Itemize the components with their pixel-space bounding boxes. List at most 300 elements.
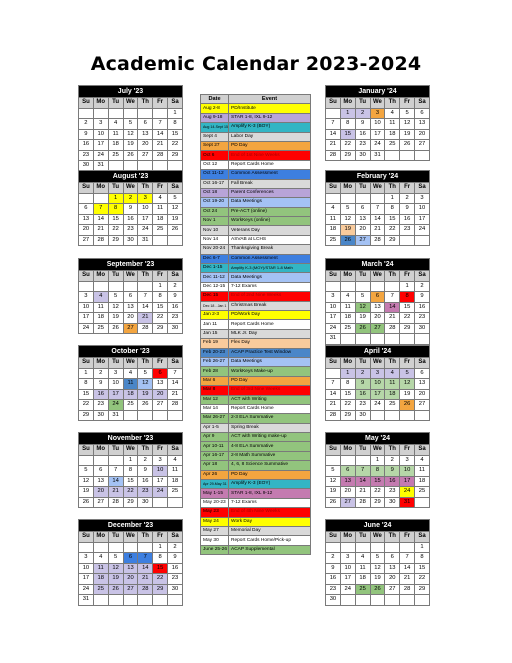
event-row: [201, 517, 311, 526]
event-name: PD/Work Day: [229, 310, 311, 319]
event-row: [201, 198, 311, 207]
day-cell: [400, 595, 415, 606]
day-cell: 2: [79, 119, 94, 130]
day-cell: [168, 410, 183, 421]
day-cell: 21: [153, 140, 168, 151]
event-row: [201, 254, 311, 263]
weekday-header: Tu: [355, 271, 370, 282]
day-cell: 3: [370, 108, 385, 119]
day-cell: 15: [108, 214, 123, 225]
events-table: [200, 94, 311, 555]
day-cell: 9: [168, 292, 183, 303]
day-cell: 26: [108, 584, 123, 595]
day-cell: 7: [355, 466, 370, 477]
day-cell: 11: [355, 563, 370, 574]
day-cell: 28: [326, 410, 341, 421]
day-cell: 1: [385, 193, 400, 204]
day-cell: [355, 281, 370, 292]
day-cell: 8: [400, 292, 415, 303]
weekday-header: Sa: [415, 445, 430, 456]
day-cell: 19: [326, 487, 341, 498]
day-cell: 21: [385, 313, 400, 324]
event-row: [201, 207, 311, 216]
event-row: [201, 310, 311, 319]
event-row: [201, 188, 311, 197]
day-cell: [385, 150, 400, 161]
weekday-header: Mo: [340, 445, 355, 456]
month-title: September '23: [79, 259, 183, 271]
day-cell: 22: [153, 574, 168, 585]
day-cell: 13: [355, 214, 370, 225]
day-cell: 24: [340, 584, 355, 595]
day-cell: 4: [340, 292, 355, 303]
day-cell: 27: [153, 400, 168, 411]
event-row: [201, 282, 311, 291]
month-title: October '23: [79, 346, 183, 358]
day-cell: 30: [79, 161, 94, 172]
day-cell: 16: [385, 476, 400, 487]
day-cell: [138, 595, 153, 606]
weekday-header: Th: [385, 445, 400, 456]
day-cell: [168, 595, 183, 606]
weekday-header: Su: [326, 358, 341, 369]
event-row: [201, 545, 311, 554]
day-cell: 4: [168, 455, 183, 466]
day-cell: 10: [370, 119, 385, 130]
event-name: PD Day: [229, 470, 311, 479]
weekday-header: Mo: [340, 271, 355, 282]
event-name: STAR 1-8, IXL 9-12: [229, 489, 311, 498]
event-date: June 25-26: [201, 545, 229, 554]
day-cell: 9: [168, 553, 183, 564]
day-cell: 18: [326, 225, 341, 236]
day-cell: [326, 281, 341, 292]
event-name: 4, 6, 8 Science Summative: [229, 461, 311, 470]
day-cell: [340, 334, 355, 345]
event-date: Dec 1-15: [201, 264, 229, 273]
day-cell: 22: [370, 487, 385, 498]
day-cell: 8: [340, 119, 355, 130]
weekday-header: We: [370, 98, 385, 109]
day-cell: [79, 455, 94, 466]
day-cell: [153, 410, 168, 421]
day-cell: 23: [123, 225, 138, 236]
day-cell: 1: [415, 542, 430, 553]
event-date: Aug 9-18: [201, 113, 229, 122]
event-date: Apr 18: [201, 461, 229, 470]
day-cell: 14: [400, 563, 415, 574]
day-cell: 24: [93, 150, 108, 161]
event-row: [201, 141, 311, 150]
day-cell: 6: [415, 368, 430, 379]
day-cell: 16: [168, 563, 183, 574]
day-cell: 4: [355, 553, 370, 564]
event-row: [201, 442, 311, 451]
event-date: Oct 16-17: [201, 179, 229, 188]
event-date: Mar 12: [201, 395, 229, 404]
day-cell: 7: [168, 368, 183, 379]
event-date: Oct 11-12: [201, 170, 229, 179]
day-cell: 10: [415, 204, 430, 215]
event-date: May 23: [201, 508, 229, 517]
day-cell: 24: [138, 225, 153, 236]
day-cell: 9: [93, 379, 108, 390]
day-cell: 9: [355, 379, 370, 390]
day-cell: [138, 108, 153, 119]
weekday-header: Sa: [168, 445, 183, 456]
day-cell: 22: [79, 400, 94, 411]
day-cell: 18: [385, 389, 400, 400]
day-cell: 22: [153, 313, 168, 324]
day-cell: 16: [415, 302, 430, 313]
event-name: 2-3 ELA Summative: [229, 414, 311, 423]
day-cell: [138, 542, 153, 553]
day-cell: 16: [326, 574, 341, 585]
day-cell: [415, 497, 430, 508]
day-cell: 19: [355, 313, 370, 324]
event-name: ASVAB at LCHS: [229, 235, 311, 244]
weekday-header: Th: [138, 183, 153, 194]
day-cell: 16: [138, 476, 153, 487]
day-cell: [326, 542, 341, 553]
day-cell: 9: [79, 129, 94, 140]
day-cell: 17: [340, 574, 355, 585]
day-cell: [79, 542, 94, 553]
day-cell: 8: [370, 466, 385, 477]
day-cell: 1: [168, 108, 183, 119]
day-cell: [415, 595, 430, 606]
day-cell: 18: [340, 313, 355, 324]
day-cell: [108, 281, 123, 292]
event-row: [201, 339, 311, 348]
day-cell: 10: [93, 129, 108, 140]
day-cell: 14: [355, 476, 370, 487]
day-cell: 30: [168, 323, 183, 334]
day-cell: 14: [153, 129, 168, 140]
event-name: Report Cards Home/Pick-up: [229, 536, 311, 545]
event-date: Apr 29-May 31: [201, 480, 229, 489]
day-cell: 4: [385, 368, 400, 379]
day-cell: 3: [326, 292, 341, 303]
weekday-header: Su: [79, 445, 94, 456]
day-cell: 21: [400, 574, 415, 585]
day-cell: 16: [168, 302, 183, 313]
event-row: [201, 489, 311, 498]
day-cell: [123, 281, 138, 292]
day-cell: 29: [340, 410, 355, 421]
day-cell: 27: [93, 497, 108, 508]
day-cell: 17: [415, 214, 430, 225]
event-date: Feb 26-27: [201, 357, 229, 366]
day-cell: 31: [400, 497, 415, 508]
event-date: Oct 6: [201, 151, 229, 160]
day-cell: 18: [123, 389, 138, 400]
day-cell: 15: [400, 302, 415, 313]
weekday-header: Fr: [153, 271, 168, 282]
event-date: Apr 10-11: [201, 442, 229, 451]
day-cell: 1: [79, 368, 94, 379]
day-cell: 4: [153, 193, 168, 204]
day-cell: 14: [108, 476, 123, 487]
day-cell: 3: [400, 455, 415, 466]
day-cell: [400, 235, 415, 246]
day-cell: 19: [168, 214, 183, 225]
day-cell: 30: [138, 497, 153, 508]
day-cell: 1: [108, 193, 123, 204]
day-cell: [340, 595, 355, 606]
day-cell: [355, 193, 370, 204]
event-date: Apr 16-17: [201, 451, 229, 460]
event-name: Thanksgiving Break: [229, 245, 311, 254]
weekday-header: Tu: [355, 98, 370, 109]
event-row: [201, 113, 311, 122]
day-cell: [93, 281, 108, 292]
day-cell: 29: [370, 497, 385, 508]
weekday-header: Fr: [153, 445, 168, 456]
day-cell: 13: [340, 476, 355, 487]
month-calendar: [78, 345, 183, 421]
day-cell: 3: [79, 553, 94, 564]
day-cell: 23: [168, 313, 183, 324]
day-cell: 6: [340, 466, 355, 477]
day-cell: [153, 595, 168, 606]
day-cell: 10: [400, 466, 415, 477]
event-date: May 30: [201, 536, 229, 545]
event-name: 7-12 Exams: [229, 498, 311, 507]
day-cell: [370, 410, 385, 421]
day-cell: 20: [138, 140, 153, 151]
weekday-header: Mo: [93, 445, 108, 456]
event-name: Christmas Break: [229, 301, 311, 310]
event-date: Oct 19-20: [201, 198, 229, 207]
day-cell: [326, 193, 341, 204]
weekday-header: Sa: [168, 183, 183, 194]
day-cell: 12: [79, 476, 94, 487]
event-row: [201, 264, 311, 273]
event-name: Report Cards Home: [229, 320, 311, 329]
day-cell: 25: [123, 400, 138, 411]
day-cell: 12: [138, 379, 153, 390]
day-cell: 11: [153, 204, 168, 215]
day-cell: 8: [385, 204, 400, 215]
day-cell: 31: [93, 161, 108, 172]
day-cell: 31: [79, 595, 94, 606]
day-cell: 8: [108, 204, 123, 215]
day-cell: 19: [108, 313, 123, 324]
day-cell: 18: [153, 214, 168, 225]
day-cell: 16: [400, 214, 415, 225]
day-cell: 11: [326, 214, 341, 225]
event-row: [201, 132, 311, 141]
day-cell: 14: [326, 129, 341, 140]
day-cell: 10: [326, 302, 341, 313]
event-date: Nov 1: [201, 217, 229, 226]
weekday-header: We: [370, 183, 385, 194]
day-cell: 21: [138, 574, 153, 585]
event-row: [201, 123, 311, 132]
day-cell: 5: [400, 368, 415, 379]
day-cell: [370, 542, 385, 553]
day-cell: 5: [123, 119, 138, 130]
weekday-header: Sa: [415, 183, 430, 194]
day-cell: 4: [93, 553, 108, 564]
event-name: PD Day: [229, 376, 311, 385]
month-calendar: [78, 170, 183, 246]
event-date: Apr 9: [201, 433, 229, 442]
day-cell: 15: [168, 129, 183, 140]
event-name: End of 4th Nine Weeks: [229, 508, 311, 517]
event-name: Report Cards Home: [229, 404, 311, 413]
day-cell: 14: [370, 214, 385, 225]
weekday-header: Th: [138, 358, 153, 369]
month-calendar: [325, 432, 430, 508]
day-cell: 17: [370, 129, 385, 140]
event-name: ACAP Practice Test Window: [229, 348, 311, 357]
day-cell: 17: [326, 313, 341, 324]
day-cell: [326, 368, 341, 379]
day-cell: 30: [168, 584, 183, 595]
event-row: [201, 414, 311, 423]
day-cell: 25: [385, 140, 400, 151]
day-cell: 27: [370, 323, 385, 334]
event-row: [201, 151, 311, 160]
weekday-header: Mo: [93, 183, 108, 194]
event-date: Dec 11-12: [201, 273, 229, 282]
day-cell: 29: [385, 235, 400, 246]
day-cell: 23: [385, 487, 400, 498]
day-cell: 26: [168, 225, 183, 236]
event-row: [201, 301, 311, 310]
day-cell: 6: [123, 292, 138, 303]
event-date: Dec 12-15: [201, 282, 229, 291]
event-date: Mar 6: [201, 376, 229, 385]
weekday-header: Fr: [153, 183, 168, 194]
month-calendar: [325, 519, 430, 606]
event-date: Jan 11: [201, 320, 229, 329]
day-cell: 24: [79, 323, 94, 334]
event-name: Data Meetings: [229, 198, 311, 207]
day-cell: 10: [138, 204, 153, 215]
day-cell: 29: [168, 150, 183, 161]
day-cell: 28: [168, 400, 183, 411]
month-title: June '24: [326, 520, 430, 532]
weekday-header: Mo: [93, 532, 108, 543]
weekday-header: Tu: [108, 271, 123, 282]
event-date: Nov 14: [201, 235, 229, 244]
month-title: March '24: [326, 259, 430, 271]
day-cell: 2: [168, 281, 183, 292]
day-cell: 22: [123, 487, 138, 498]
event-name: Work Day: [229, 517, 311, 526]
day-cell: 8: [153, 292, 168, 303]
day-cell: 9: [326, 563, 341, 574]
day-cell: [93, 595, 108, 606]
event-row: [201, 348, 311, 357]
day-cell: [93, 108, 108, 119]
event-date: Sept 27: [201, 141, 229, 150]
weekday-header: Su: [326, 532, 341, 543]
day-cell: 10: [340, 563, 355, 574]
weekday-header: Mo: [340, 183, 355, 194]
day-cell: 15: [153, 563, 168, 574]
day-cell: 30: [355, 410, 370, 421]
day-cell: 18: [93, 574, 108, 585]
event-date: Oct 18: [201, 188, 229, 197]
weekday-header: Mo: [93, 271, 108, 282]
day-cell: 20: [153, 389, 168, 400]
event-name: ACT with Writing: [229, 395, 311, 404]
event-row: [201, 160, 311, 169]
day-cell: 27: [355, 235, 370, 246]
day-cell: 21: [326, 400, 341, 411]
event-row: [201, 395, 311, 404]
day-cell: 30: [355, 150, 370, 161]
day-cell: 8: [153, 553, 168, 564]
day-cell: [79, 193, 94, 204]
day-cell: 19: [400, 389, 415, 400]
day-cell: 29: [153, 323, 168, 334]
day-cell: 12: [108, 302, 123, 313]
day-cell: 5: [400, 108, 415, 119]
day-cell: 1: [400, 281, 415, 292]
day-cell: 5: [108, 553, 123, 564]
event-row: [201, 423, 311, 432]
event-date: Mar 26-27: [201, 414, 229, 423]
event-row: [201, 273, 311, 282]
event-row: [201, 480, 311, 489]
day-cell: 15: [340, 389, 355, 400]
page-title: Academic Calendar 2023-2024: [90, 53, 422, 75]
day-cell: 2: [385, 455, 400, 466]
day-cell: 4: [415, 455, 430, 466]
event-date: Nov 20-24: [201, 245, 229, 254]
day-cell: 16: [355, 129, 370, 140]
event-date: Mar 8: [201, 386, 229, 395]
weekday-header: Sa: [415, 98, 430, 109]
day-cell: 24: [326, 323, 341, 334]
day-cell: [370, 595, 385, 606]
day-cell: 15: [415, 563, 430, 574]
day-cell: 11: [385, 379, 400, 390]
event-date: Aug 14-Sept 15: [201, 123, 229, 132]
day-cell: 29: [153, 584, 168, 595]
day-cell: 23: [79, 150, 94, 161]
day-cell: [123, 410, 138, 421]
day-cell: 25: [326, 235, 341, 246]
day-cell: [400, 542, 415, 553]
day-cell: 29: [415, 584, 430, 595]
day-cell: [153, 108, 168, 119]
weekday-header: Tu: [108, 532, 123, 543]
day-cell: [385, 542, 400, 553]
event-name: ACAP Supplemental: [229, 545, 311, 554]
weekday-header: Fr: [400, 445, 415, 456]
day-cell: 6: [370, 292, 385, 303]
month-calendar: [325, 258, 430, 345]
day-cell: 10: [153, 466, 168, 477]
weekday-header: We: [370, 271, 385, 282]
day-cell: 18: [385, 129, 400, 140]
day-cell: 30: [93, 410, 108, 421]
day-cell: [385, 595, 400, 606]
day-cell: 2: [138, 455, 153, 466]
day-cell: 4: [326, 204, 341, 215]
event-row: [201, 104, 311, 113]
day-cell: 26: [355, 323, 370, 334]
event-row: [201, 235, 311, 244]
day-cell: 25: [355, 584, 370, 595]
day-cell: [79, 108, 94, 119]
